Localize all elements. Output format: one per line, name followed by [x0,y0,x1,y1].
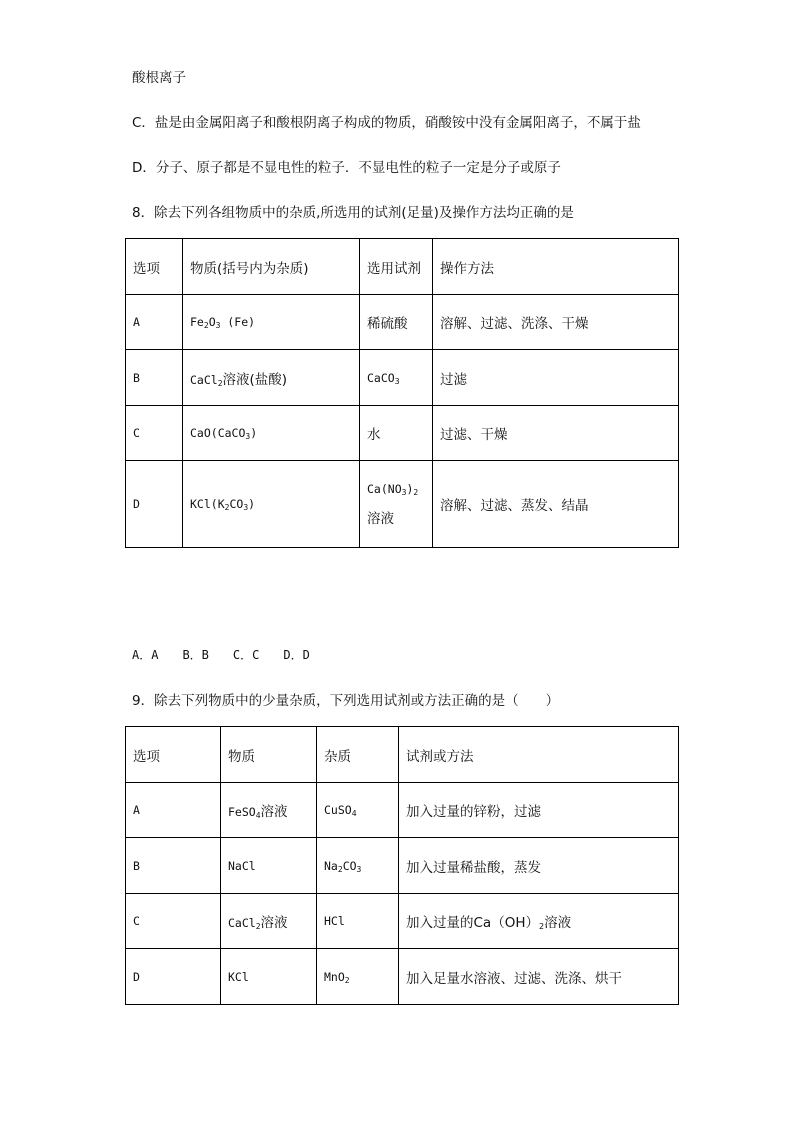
q9-table [125,726,679,1005]
table-header-row [126,727,679,783]
choice-a: A．A [132,648,159,662]
choice-b: B．B [182,648,209,662]
impurity-cell: CuSO$_4$ [317,783,399,838]
intro-line-a: 酸根离子 [132,70,186,86]
table-row [126,461,679,548]
method-cell: 溶解、过滤、洗涤、干燥 [433,295,679,350]
option-cell: C [126,406,183,461]
header-cell: 试剂或方法 [399,727,679,783]
substance-cell: KCl [221,949,317,1005]
method-cell: 溶解、过滤、蒸发、结晶 [433,461,679,548]
reagent-cell: CaCO$_3$ [360,350,433,406]
option-cell: B [126,350,183,406]
q8-choices [132,646,334,663]
substance-cell: $Fe_2O_3$ (Fe) [183,295,360,350]
choice-c: C．C [232,648,260,662]
method-cell: 加入过量的$Ca(OH)_2$溶液 [399,894,679,949]
reagent-cell: 稀硫酸 [360,295,433,350]
substance-cell: CaCl$_2$溶液 [221,894,317,949]
header-cell: 操作方法 [433,239,679,295]
intro-line-d: D．分子、原子都是不显电性的粒子．不显电性的粒子一定是分子或原子 [132,160,561,176]
method-cell: 过滤、干燥 [433,406,679,461]
option-cell: D [126,461,183,548]
substance-cell: CaO(CaCO$_3$) [183,406,360,461]
question-9: 9．除去下列物质中的少量杂质，下列选用试剂或方法正确的是（ ） [132,693,560,709]
method-cell: 加入足量水溶液、过滤、洗涤、烘干 [399,949,679,1005]
reagent-cell: 水 [360,406,433,461]
table-row [126,783,679,838]
method-cell: 加入过量稀盐酸，蒸发 [399,838,679,894]
choice-d: D．D [283,648,310,662]
table-row [126,949,679,1005]
header-cell: 杂质 [317,727,399,783]
substance-cell: NaCl [221,838,317,894]
option-cell: A [126,783,221,838]
substance-cell: FeSO$_4$溶液 [221,783,317,838]
header-cell: 选用试剂 [360,239,433,295]
header-cell: 物质 [221,727,317,783]
table-row [126,894,679,949]
method-cell: 加入过量的锌粉，过滤 [399,783,679,838]
header-cell: 选项 [126,727,221,783]
intro-line-c: C．盐是由金属阳离子和酸根阴离子构成的物质，硝酸铵中没有金属阳离子，不属于盐 [132,115,641,131]
option-cell: B [126,838,221,894]
method-cell: 过滤 [433,350,679,406]
header-cell: 选项 [126,239,183,295]
table-row [126,406,679,461]
substance-cell: $KCl(K_2CO_3)$ [183,461,360,548]
header-cell: 物质(括号内为杂质) [183,239,360,295]
option-cell: D [126,949,221,1005]
substance-cell: CaCl$_2$溶液(盐酸) [183,350,360,406]
option-cell: A [126,295,183,350]
impurity-cell: HCl [317,894,399,949]
q8-table [125,238,679,548]
table-row [126,350,679,406]
question-8: 8．除去下列各组物质中的杂质,所选用的试剂(足量)及操作方法均正确的是 [132,205,574,221]
table-row [126,838,679,894]
reagent-cell: $Ca(NO_3)_2$ 溶液 [360,461,433,548]
table-header-row [126,239,679,295]
impurity-cell: MnO$_2$ [317,949,399,1005]
table-row [126,295,679,350]
impurity-cell: $Na_2CO_3$ [317,838,399,894]
option-cell: C [126,894,221,949]
